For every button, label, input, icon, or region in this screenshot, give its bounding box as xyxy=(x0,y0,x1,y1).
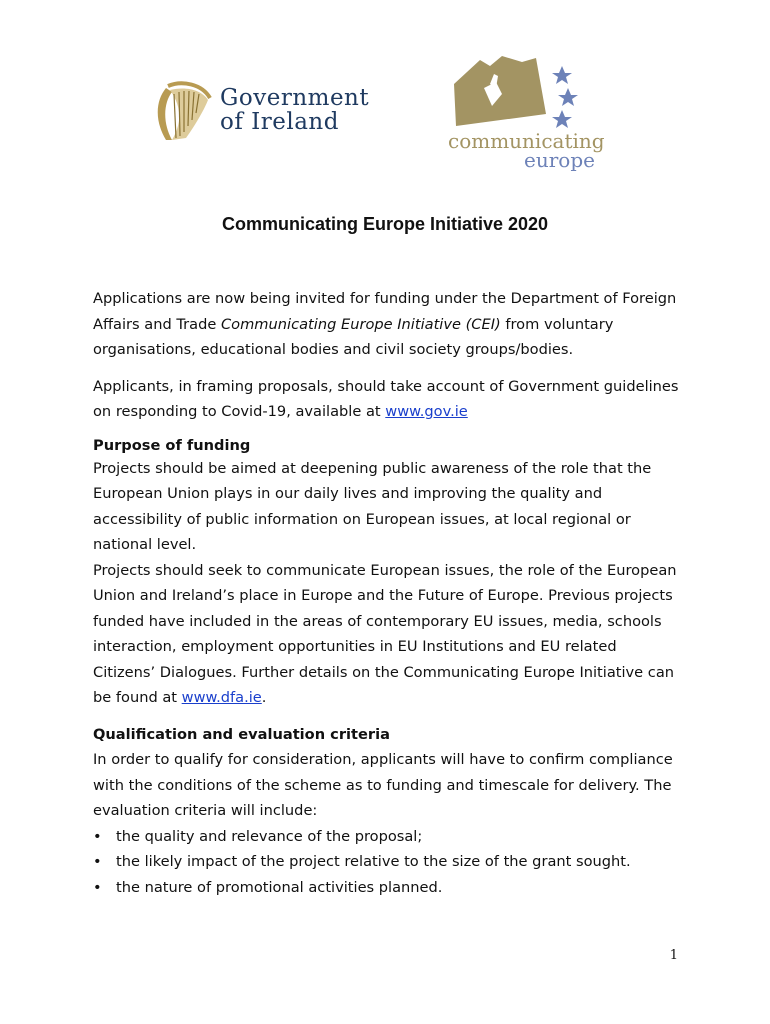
purpose-heading: Purpose of funding xyxy=(93,436,251,454)
communicating-wordmark: communicating xyxy=(448,129,605,153)
bullet-icon: • xyxy=(93,827,102,845)
government-of-ireland-logo xyxy=(146,80,436,150)
criteria-item-text: the quality and relevance of the proposal; xyxy=(116,827,423,845)
cei-italic-text: Communicating Europe Initiative (CEI) xyxy=(220,315,501,333)
document-body xyxy=(93,286,683,900)
gov-wordmark-line1: Government xyxy=(220,85,370,111)
logos-header xyxy=(0,0,770,190)
purpose-paragraph-1: Projects should be aimed at deepening public awareness of the role that the European Union plays in our daily lives and improving the quality and accessibility of public information on European issues, at local regional or national level. xyxy=(93,459,652,553)
intro-text-end: from voluntary organisations, educational bodies and civil society groups/bodies. xyxy=(93,315,614,358)
page-number: 1 xyxy=(669,948,678,963)
criteria-list xyxy=(93,824,683,901)
criteria-item-text: the nature of promotional activities planned. xyxy=(116,878,443,896)
page-title: Communicating Europe Initiative 2020 xyxy=(221,214,549,234)
covid-guidelines-text: Applicants, in framing proposals, should take account of Government guidelines on responding to Covid-19, available at xyxy=(93,377,679,420)
list-item xyxy=(93,849,683,875)
bullet-icon: • xyxy=(93,853,102,870)
government-of-ireland-wordmark xyxy=(220,86,369,134)
gov-ie-link[interactable]: www.gov.ie xyxy=(385,403,468,420)
list-item xyxy=(93,824,683,850)
qualification-paragraph: In order to qualify for consideration, applicants will have to confirm compliance with the conditions of the scheme as to funding and timescale for delivery. The evaluation criteria will include: xyxy=(93,751,673,819)
gov-wordmark-line2: of Ireland xyxy=(220,109,339,135)
communicating-europe-logo xyxy=(446,54,636,179)
intro-paragraph-1 xyxy=(93,286,683,363)
bullet-icon: • xyxy=(93,878,102,896)
purpose-text: Projects should seek to communicate European issues, the role of the European Union and Ireland’s place in Europe and the Future of Europe. Previous projects funded have included in the areas of contemporary EU issues, media, schools interaction, employment opportunities in EU Institutions and EU related Citizens’ Dialogues. Further details on the Communicating Europe Initiative can be found at xyxy=(93,561,677,706)
harp-icon xyxy=(146,80,216,150)
criteria-item-text: the likely impact of the project relative to the size of the grant sought. xyxy=(116,853,631,870)
purpose-text-end: . xyxy=(261,689,267,706)
communicating-europe-mark-icon xyxy=(446,54,596,136)
europe-wordmark: europe xyxy=(524,148,595,172)
dfa-ie-link[interactable]: www.dfa.ie xyxy=(181,689,262,706)
intro-paragraph-2 xyxy=(93,374,683,425)
purpose-paragraph-2 xyxy=(93,558,683,711)
qualification-heading: Qualification and evaluation criteria xyxy=(93,725,390,743)
intro-text: Applications are now being invited for funding under the Department of Foreign Affairs and Trade xyxy=(93,290,677,333)
list-item xyxy=(93,875,683,901)
